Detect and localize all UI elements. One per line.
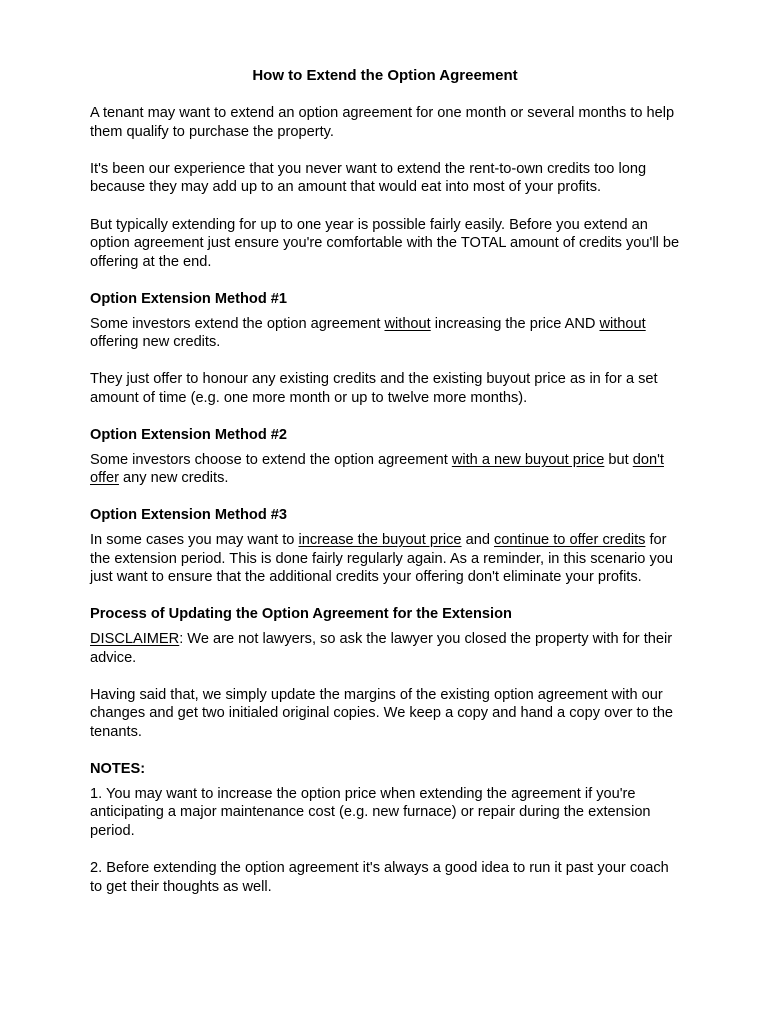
note-item-2: 2. Before extending the option agreement it's always a good idea to run it past your coach to get their thoughts as well. bbox=[90, 860, 669, 895]
document-title: How to Extend the Option Agreement bbox=[252, 67, 518, 84]
method-3-paragraph bbox=[90, 531, 680, 587]
underlined-text: don't offer bbox=[90, 451, 664, 487]
disclaimer-paragraph bbox=[90, 630, 680, 667]
method-1-paragraph-2: They just offer to honour any existing credits and the existing buyout price as in for a set amount of time (e.g. one more month or up to twelve more months). bbox=[90, 371, 658, 406]
intro-paragraph-2: It's been our experience that you never want to extend the rent-to-own credits too long because they may add up to an amount that would eat into most of your profits. bbox=[90, 160, 647, 196]
text-run: Some investors choose to extend the option agreement bbox=[90, 451, 452, 468]
text-run: offering new credits. bbox=[90, 334, 221, 351]
disclaimer-label: DISCLAIMER bbox=[90, 631, 180, 648]
underlined-text: without bbox=[599, 315, 646, 332]
method-1-paragraph-1 bbox=[90, 315, 680, 352]
underlined-text: increase the buyout price bbox=[298, 532, 462, 549]
text-run: and bbox=[461, 532, 494, 549]
text-run: increasing the price AND bbox=[430, 315, 600, 332]
intro-paragraph-1: A tenant may want to extend an option agreement for one month or several months to help them qualify to purchase the property. bbox=[90, 105, 675, 140]
method-2-paragraph bbox=[90, 451, 680, 488]
process-heading: Process of Updating the Option Agreement for the Extension bbox=[90, 606, 512, 623]
method-1-heading: Option Extension Method #1 bbox=[90, 290, 288, 307]
text-run: for the extension period. This is done fairly regularly again. As a reminder, in this scenario you just want to ensure that the additional credits your offering don't eliminate your profits. bbox=[90, 532, 673, 586]
method-3-heading: Option Extension Method #3 bbox=[90, 507, 288, 524]
method-2-heading: Option Extension Method #2 bbox=[90, 427, 288, 444]
underlined-text: with a new buyout price bbox=[451, 451, 605, 468]
text-run: but bbox=[604, 451, 633, 468]
intro-paragraph-3: But typically extending for up to one year is possible fairly easily. Before you extend an option agreement just ensure you're comfortable with the TOTAL amount of credits you'll be offering at the end. bbox=[90, 216, 680, 270]
text-run: : We are not lawyers, so ask the lawyer you closed the property with for their advice. bbox=[90, 631, 673, 666]
underlined-text: without bbox=[384, 315, 431, 332]
note-item-1: 1. You may want to increase the option price when extending the agreement if you're anticipating a major maintenance cost (e.g. new furnace) or repair during the extension period. bbox=[90, 785, 651, 839]
process-paragraph-2: Having said that, we simply update the margins of the existing option agreement with our changes and get two initialed original copies. We keep a copy and hand a copy over to the tenants. bbox=[90, 686, 674, 740]
text-run: Some investors extend the option agreement bbox=[90, 315, 385, 332]
text-run: In some cases you may want to bbox=[90, 532, 299, 549]
underlined-text: continue to offer credits bbox=[494, 532, 646, 549]
notes-heading: NOTES: bbox=[90, 761, 146, 778]
text-run: any new credits. bbox=[118, 470, 229, 487]
